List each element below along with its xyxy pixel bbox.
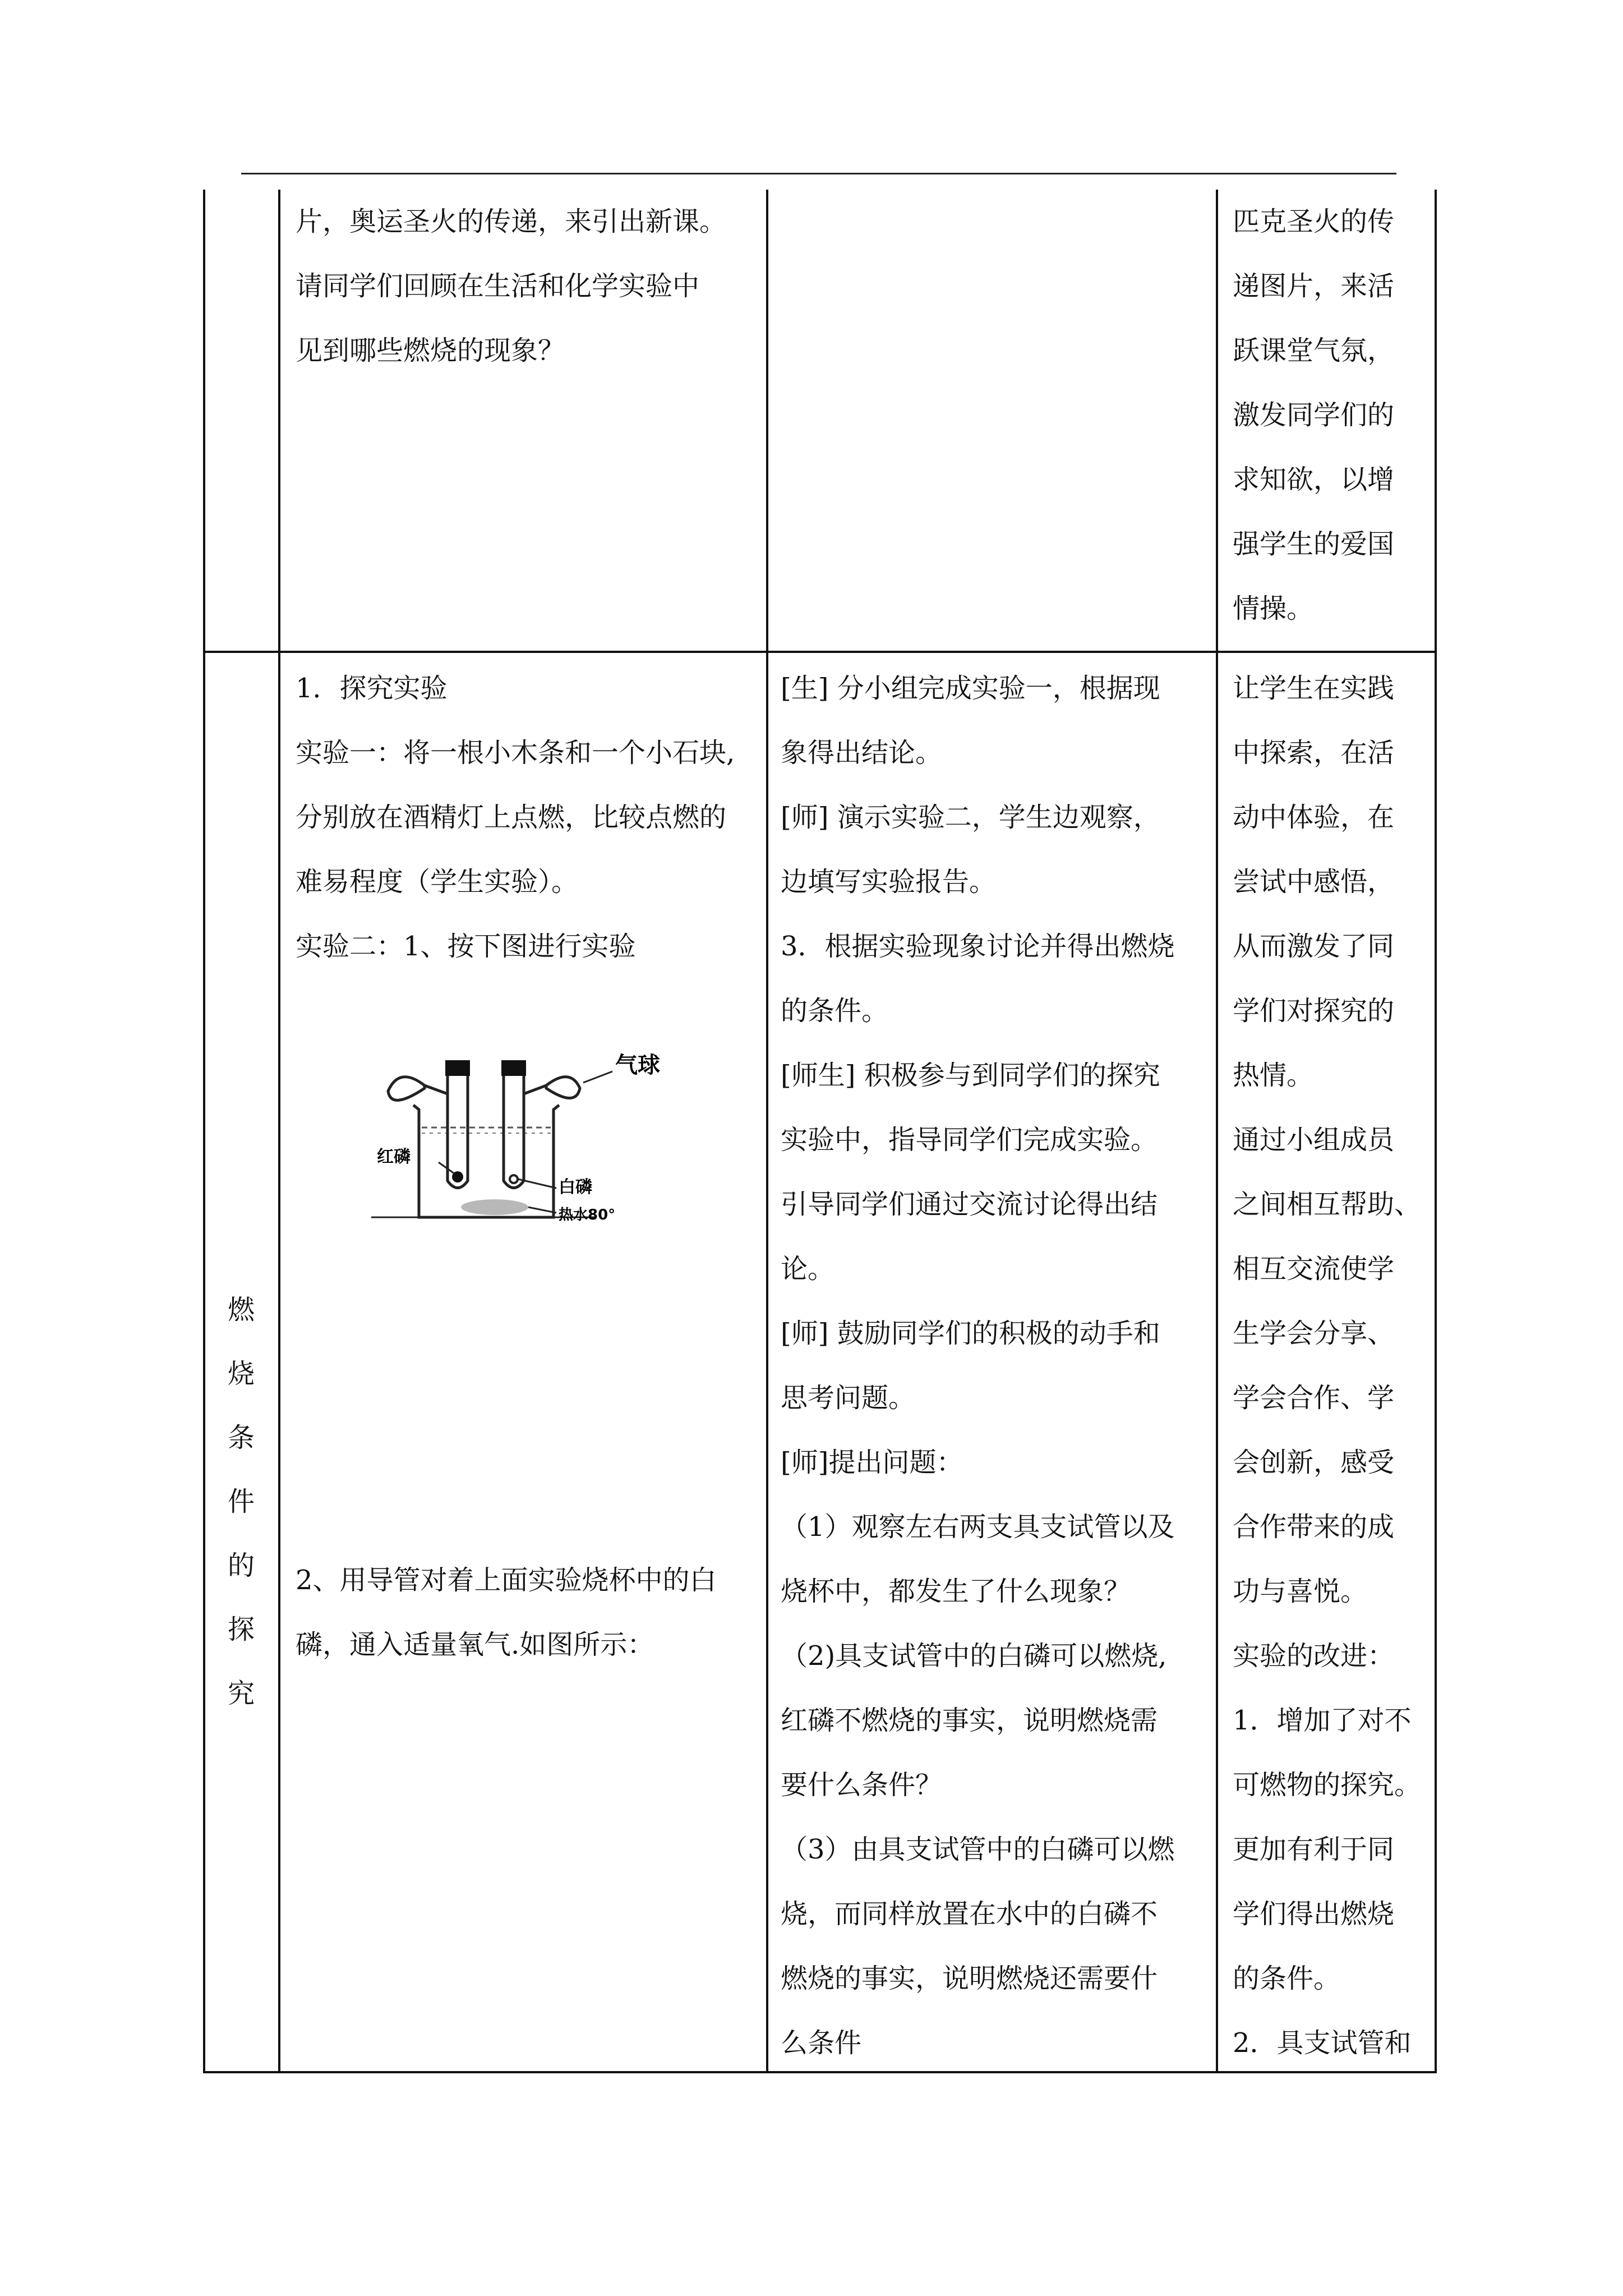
text-line: 分别放在酒精灯上点燃，比较点燃的 <box>296 802 727 833</box>
text-line: 学们对探究的 <box>1233 995 1395 1027</box>
text-line: [师] 鼓励同学们的积极的动手和 <box>781 1318 1160 1349</box>
text-line: 更加有利于同 <box>1233 1834 1395 1865</box>
text-line: 学们得出燃烧 <box>1233 1898 1395 1930</box>
text-line: 学会合作、学 <box>1233 1382 1395 1414</box>
text-line: 强学生的爱国 <box>1233 528 1395 560</box>
text-line: 动中体验，在 <box>1233 802 1395 833</box>
stage-char: 燃 <box>227 1294 255 1326</box>
text-line: 磷，通入适量氧气.如图所示： <box>296 1629 654 1660</box>
text-line: 热情。 <box>1233 1060 1314 1091</box>
text-line: 尝试中感悟， <box>1233 866 1395 898</box>
stage-char: 件 <box>227 1486 255 1517</box>
experiment-apparatus-figure <box>371 1032 753 1234</box>
column-divider-1 <box>278 190 280 2073</box>
text-line: 难易程度（学生实验）。 <box>296 866 579 898</box>
text-line: [生] 分小组完成实验一，根据现 <box>781 673 1160 704</box>
stage-char: 探 <box>227 1614 255 1645</box>
text-line: [师生] 积极参与到同学们的探究 <box>781 1060 1160 1091</box>
stage-label <box>213 1278 269 1726</box>
stage-char: 条 <box>227 1422 255 1453</box>
row1-teacher-activity <box>296 190 726 383</box>
text-line: 功与喜悦。 <box>1233 1576 1368 1607</box>
text-line: 2．具支试管和 <box>1233 2027 1412 2059</box>
text-line: 燃烧的事实，说明燃烧还需要什 <box>781 1963 1158 1994</box>
text-line: 请同学们回顾在生活和化学实验中 <box>296 270 700 302</box>
row2-teacher-activity-bottom <box>296 1548 717 1677</box>
text-line: 要什么条件？ <box>781 1769 943 1801</box>
stopper-left <box>445 1060 470 1076</box>
text-line: （1）观察左右两支具支试管以及 <box>781 1511 1175 1543</box>
text-line: 烧，而同样放置在水中的白磷不 <box>781 1898 1158 1930</box>
text-line: 生学会分享、 <box>1233 1318 1395 1349</box>
row2-teacher-activity-top <box>296 656 735 979</box>
column-divider-2 <box>766 190 768 2073</box>
text-line: 递图片，来活 <box>1233 270 1395 302</box>
text-line: 红磷不燃烧的事实，说明燃烧需 <box>781 1705 1158 1736</box>
text-line: 求知欲，以增 <box>1233 464 1395 495</box>
text-line: 的条件。 <box>1233 1963 1341 1994</box>
label-hot-water: 热水80° <box>559 1207 616 1223</box>
text-line: 么条件 <box>781 2027 862 2059</box>
text-line: 3．根据实验现象讨论并得出燃烧 <box>781 931 1175 962</box>
text-line: [师]提出问题： <box>781 1447 963 1478</box>
row2-design-intent <box>1233 656 1421 2076</box>
test-tube-right <box>504 1076 524 1188</box>
text-line: 片，奥运圣火的传递，来引出新课。 <box>296 206 727 237</box>
text-line: 烧杯中，都发生了什么现象？ <box>781 1576 1131 1607</box>
text-line: 的条件。 <box>781 995 889 1027</box>
label-balloon: 气球 <box>615 1052 660 1078</box>
table-border-right <box>1435 190 1437 2073</box>
text-line: 2、用导管对着上面实验烧杯中的白 <box>296 1565 717 1596</box>
row2-student-activity <box>781 656 1175 2076</box>
text-line: 之间相互帮助、 <box>1233 1189 1422 1220</box>
text-line: 从而激发了同 <box>1233 931 1395 962</box>
text-line: 中探索，在活 <box>1233 737 1395 769</box>
row-divider <box>203 651 1437 653</box>
stage-char: 的 <box>227 1550 255 1581</box>
text-line: 相互交流使学 <box>1233 1253 1395 1285</box>
text-line: 会创新，感受 <box>1233 1447 1395 1478</box>
text-line: 合作带来的成 <box>1233 1511 1395 1543</box>
text-line: 情操。 <box>1233 593 1314 624</box>
white-phosphorus <box>510 1175 518 1183</box>
text-line: 匹克圣火的传 <box>1233 206 1395 237</box>
stage-char: 究 <box>227 1678 255 1709</box>
balloon-left <box>388 1077 425 1101</box>
text-line: 可燃物的探究。 <box>1233 1769 1422 1801</box>
table-border-left <box>203 190 205 2073</box>
text-line: 思考问题。 <box>781 1382 916 1414</box>
text-line: 象得出结论。 <box>781 737 943 769</box>
text-line: 见到哪些燃烧的现象？ <box>296 335 565 366</box>
text-line: 实验二：1、按下图进行实验 <box>296 931 636 962</box>
text-line: 实验一：将一根小木条和一个小石块, <box>296 737 735 769</box>
text-line: 跃课堂气氛， <box>1233 335 1395 366</box>
text-line: 边填写实验报告。 <box>781 866 997 898</box>
text-line: 论。 <box>781 1253 835 1285</box>
stopper-right <box>501 1060 526 1076</box>
lesson-plan-table <box>203 190 1437 2073</box>
text-line: 让学生在实践 <box>1233 673 1395 704</box>
text-line: 实验的改进： <box>1233 1640 1395 1672</box>
header-rule <box>241 173 1396 174</box>
text-line: 激发同学们的 <box>1233 399 1395 431</box>
text-line: （2)具支试管中的白磷可以燃烧, <box>781 1640 1167 1672</box>
text-line: 1．探究实验 <box>296 673 448 704</box>
text-line: 通过小组成员 <box>1233 1124 1395 1156</box>
label-red-phosphorus: 红磷 <box>377 1147 411 1167</box>
label-white-phosphorus: 白磷 <box>559 1177 592 1197</box>
text-line: （3）由具支试管中的白磷可以燃 <box>781 1834 1175 1865</box>
row1-design-intent <box>1233 190 1394 641</box>
stage-char: 烧 <box>227 1358 255 1389</box>
text-line: 1．增加了对不 <box>1233 1705 1412 1736</box>
text-line: 实验中，指导同学们完成实验。 <box>781 1124 1158 1156</box>
balloon-right <box>546 1077 580 1098</box>
column-divider-3 <box>1216 190 1218 2073</box>
text-line: [师] 演示实验二，学生边观察， <box>781 802 1160 833</box>
text-line: 引导同学们通过交流讨论得出结 <box>781 1189 1158 1220</box>
